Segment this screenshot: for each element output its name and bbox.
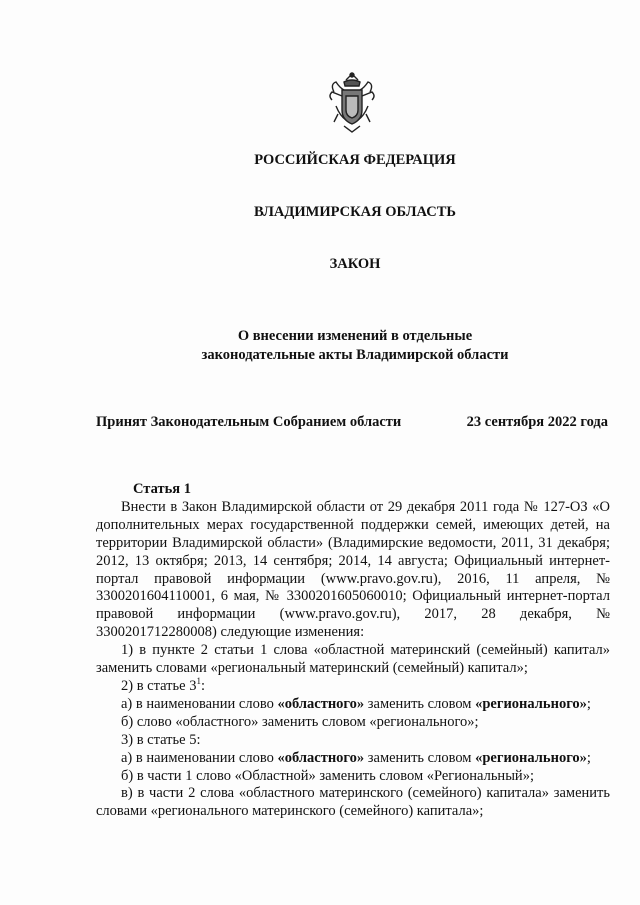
subject-line-1: О внесении изменений в отдельные — [237, 328, 473, 344]
item-3a-prefix: а) в наименовании слово — [121, 749, 274, 766]
adoption-date: 23 сентября 2022 года — [466, 414, 608, 430]
item-3a — [96, 750, 610, 768]
item-2-colon: : — [200, 677, 205, 694]
item-3c: в) в части 2 слова «областного материнского (семейного) капитала» заменить словами «регионального материнского (семейного) капитала»; — [96, 785, 610, 820]
adoption-label: Принят Законодательным Собранием области — [96, 414, 402, 430]
item-2 — [96, 678, 610, 696]
coat-of-arms-icon — [326, 70, 378, 134]
item-2a-new-word: «регионального» — [475, 695, 587, 712]
item-2a — [96, 696, 610, 714]
item-2a-old-word: «областного» — [277, 695, 365, 712]
article-body — [96, 481, 610, 821]
law-subject — [0, 327, 640, 365]
country-heading: РОССИЙСКАЯ ФЕДЕРАЦИЯ — [254, 152, 456, 168]
item-3a-old-word: «областного» — [277, 749, 365, 766]
item-2b: б) слово «областного» заменить словом «регионального»; — [121, 713, 479, 730]
item-3a-end: ; — [586, 749, 591, 766]
item-3: 3) в статье 5: — [121, 731, 201, 748]
article-intro: Внести в Закон Владимирской области от 29 декабря 2011 года № 127-ОЗ «О дополнительных мерах государственной поддержки семей, имеющих детей, на территории Владимирской области» (Владимирские ведомости, 2011, 31 декабря; 2012, 13 октября; 2013, 14 сентября; 2014, 14 августа; Официальный интернет-портал правовой информации (www.pravo.gov.ru), 2016, 11 апреля, № 3300201604110001, 6 мая, № 3300201605060010; Официальный интернет-портал правовой информации (www.pravo.gov.ru), 2017, 28 декабря, № 3300201712280008) следующие изменения: — [96, 498, 610, 641]
item-3a-mid: заменить словом — [367, 749, 472, 766]
item-3a-new-word: «регионального» — [475, 749, 587, 766]
item-2a-prefix: а) в наименовании слово — [121, 695, 274, 712]
document-type-heading: ЗАКОН — [329, 256, 381, 272]
article-title: Статья 1 — [133, 481, 191, 497]
item-2a-end: ; — [586, 695, 591, 712]
subject-line-2: законодательные акты Владимирской области — [201, 347, 509, 363]
item-2-text: 2) в статье 3 — [121, 677, 197, 694]
region-heading: ВЛАДИМИРСКАЯ ОБЛАСТЬ — [254, 204, 456, 220]
item-3b: б) в части 1 слово «Областной» заменить словом «Региональный»; — [121, 767, 534, 784]
item-1: 1) в пункте 2 статьи 1 слова «областной материнский (семейный) капитал» заменить словами «региональный материнский (семейный) капитал»; — [96, 642, 610, 677]
item-2-superscript: 1 — [196, 676, 201, 687]
item-2a-mid: заменить словом — [367, 695, 472, 712]
adoption-line — [96, 414, 608, 431]
